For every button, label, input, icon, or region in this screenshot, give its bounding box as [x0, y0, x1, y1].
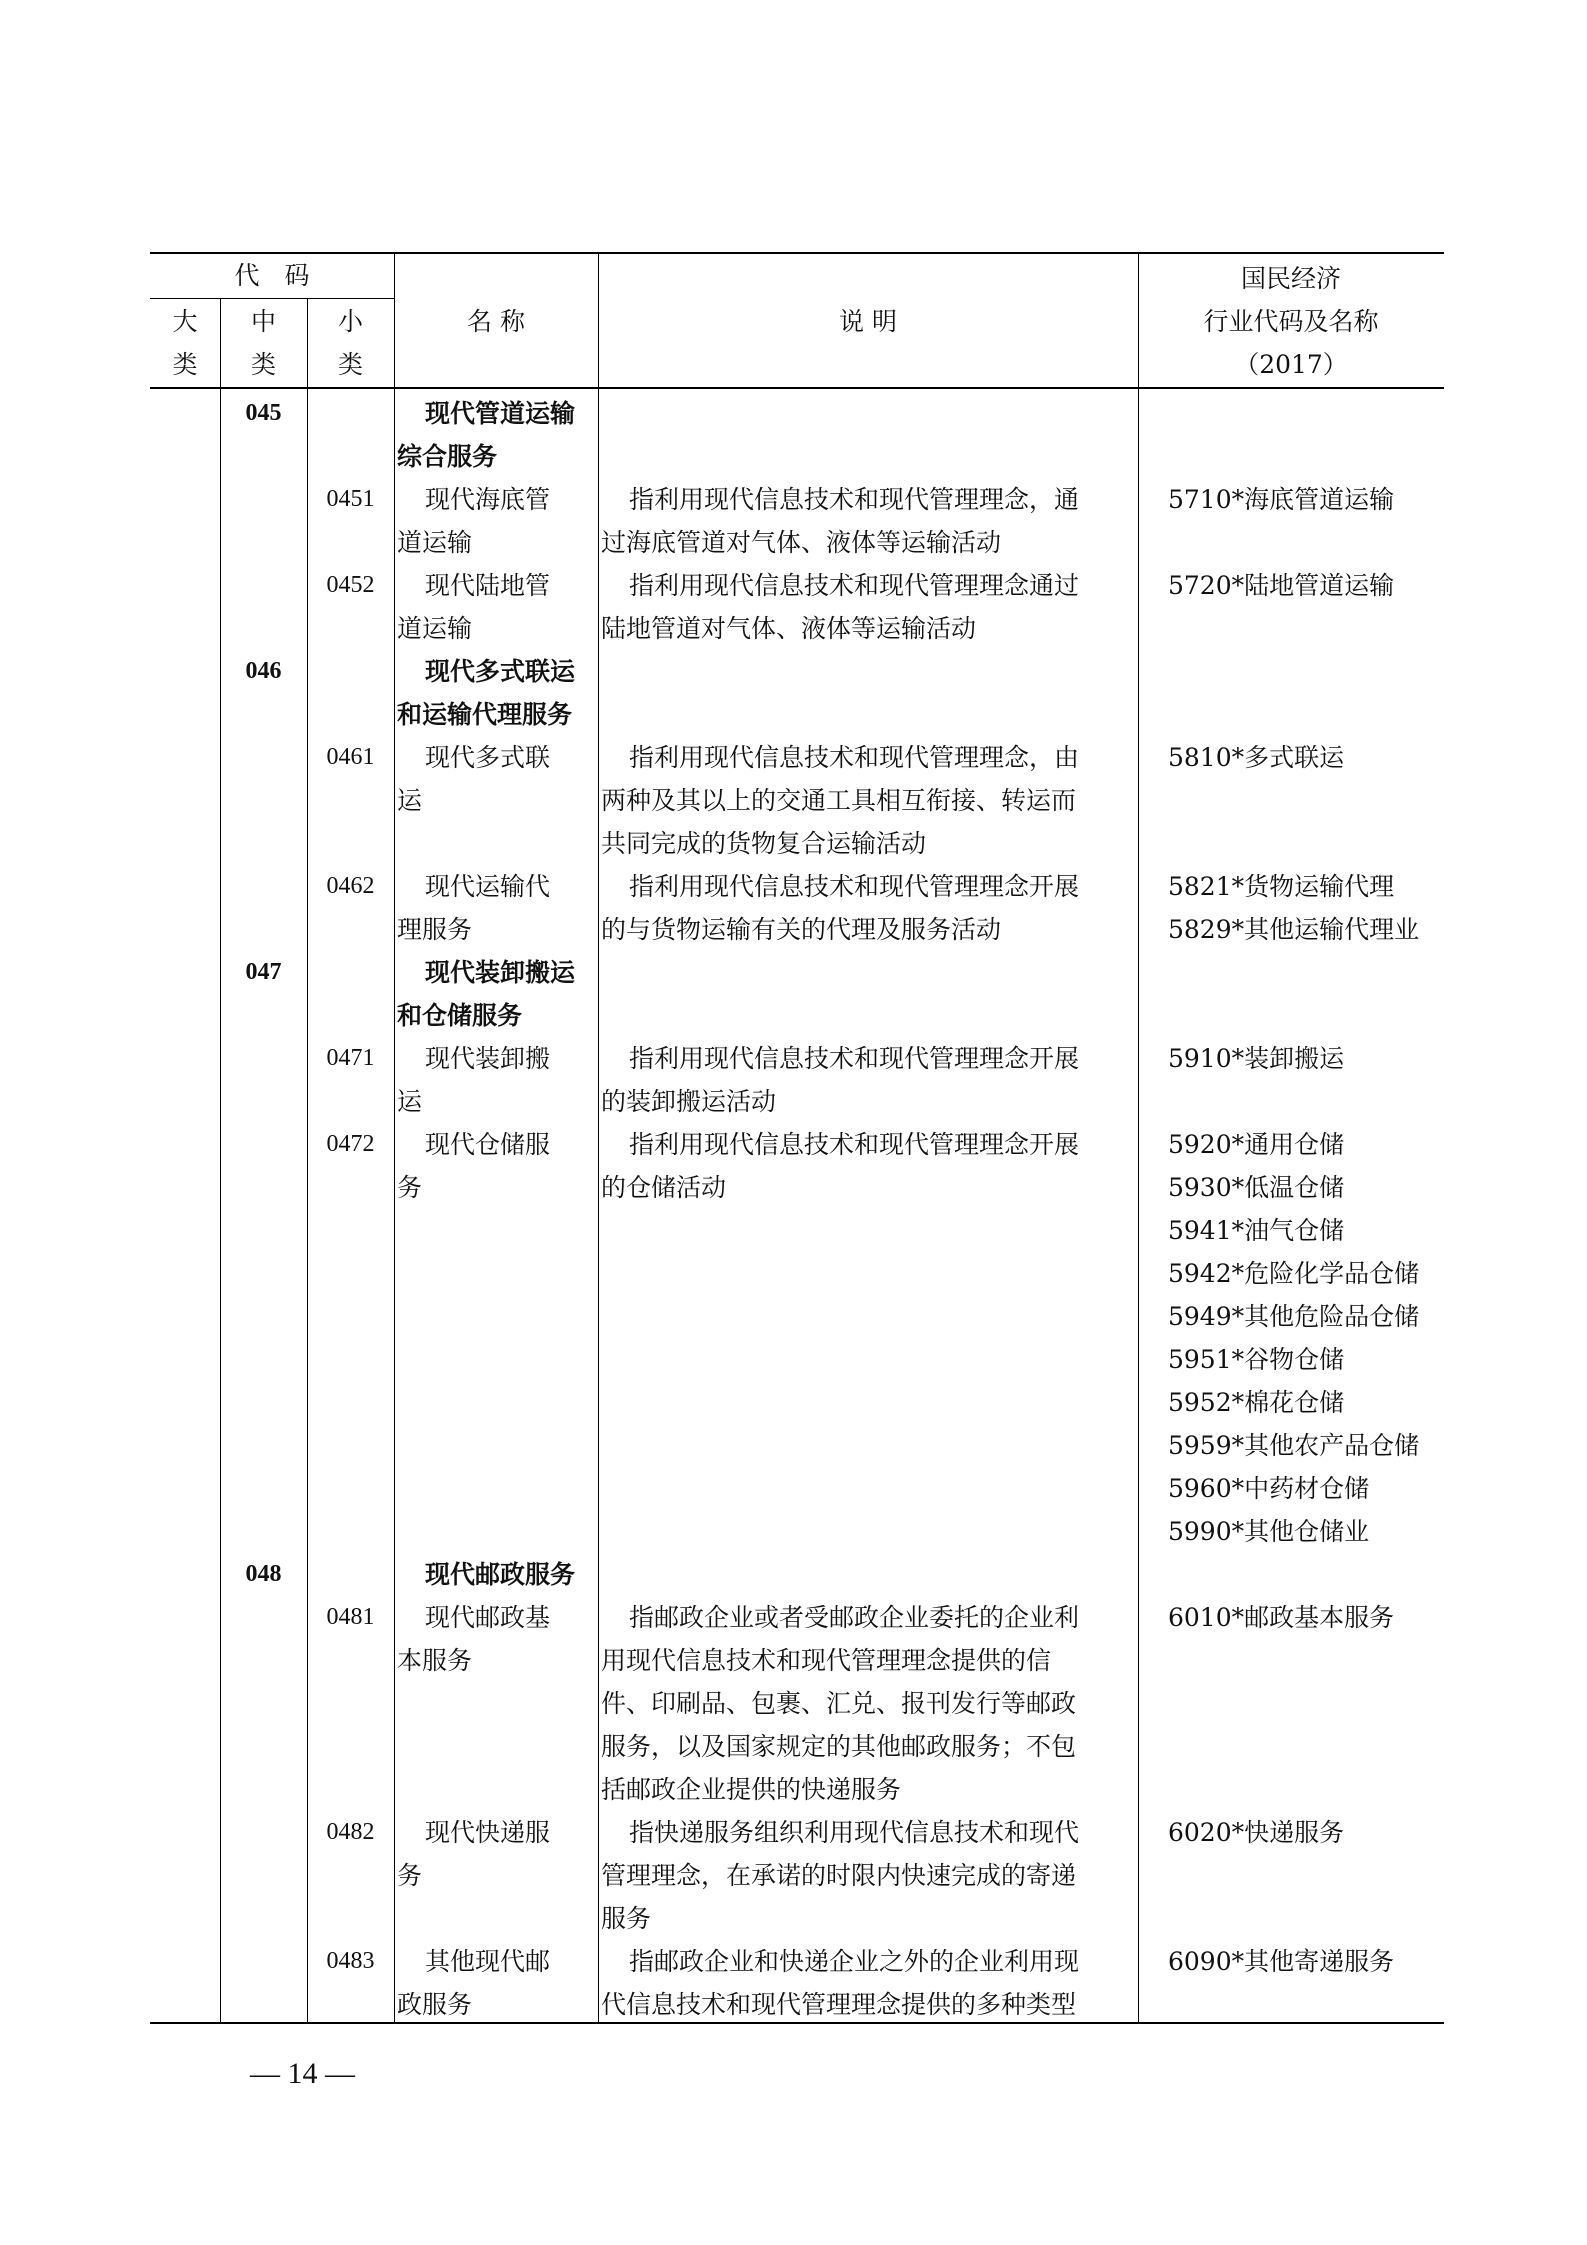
- minor-code: 0483: [326, 1948, 375, 1974]
- description-line: 的仓储活动: [601, 1173, 727, 1202]
- medium-code: 046: [245, 658, 282, 684]
- column-rule-major: [220, 298, 221, 2022]
- description-line: 指利用现代信息技术和现代管理理念开展: [629, 1130, 1080, 1159]
- medium-code: 048: [245, 1561, 282, 1587]
- national-code-name: 5920*通用仓储: [1168, 1130, 1345, 1159]
- header-nat-2: 行业代码及名称: [1203, 307, 1379, 336]
- national-code-name: 5942*危险化学品仓储: [1168, 1259, 1420, 1288]
- medium-code: 045: [245, 400, 282, 426]
- national-code-name: 5960*中药材仓储: [1168, 1474, 1370, 1503]
- header-code-group: 代 码: [234, 261, 310, 290]
- category-name: 综合服务: [397, 442, 498, 471]
- item-name: 政服务: [397, 1990, 473, 2019]
- description-line: 指利用现代信息技术和现代管理理念开展: [629, 872, 1080, 901]
- description-line: 两种及其以上的交通工具相互衔接、转运而: [601, 786, 1077, 815]
- description-line: 指快递服务组织利用现代信息技术和现代: [629, 1818, 1080, 1847]
- national-code-name: 5829*其他运输代理业: [1168, 915, 1420, 944]
- national-code-name: 6010*邮政基本服务: [1168, 1603, 1395, 1632]
- item-name: 现代仓储服: [425, 1130, 551, 1159]
- national-code-name: 5952*棉花仓储: [1168, 1388, 1345, 1417]
- page-number: — 14 —: [250, 2057, 355, 2090]
- header-minor-2: 类: [337, 350, 363, 379]
- description-line: 指利用现代信息技术和现代管理理念开展: [629, 1044, 1080, 1073]
- description-line: 的与货物运输有关的代理及服务活动: [601, 915, 1002, 944]
- item-name: 理服务: [397, 915, 473, 944]
- item-name: 其他现代邮: [425, 1947, 551, 1976]
- category-name: 现代装卸搬运: [425, 958, 576, 987]
- national-code-name: 5720*陆地管道运输: [1168, 571, 1395, 600]
- category-name: 和运输代理服务: [397, 700, 573, 729]
- national-code-name: 5941*油气仓储: [1168, 1216, 1345, 1245]
- header-name: 名 称: [467, 307, 525, 336]
- national-code-name: 6020*快递服务: [1168, 1818, 1345, 1847]
- column-rule-name: [598, 252, 599, 2022]
- description-line: 指邮政企业或者受邮政企业委托的企业利: [629, 1603, 1080, 1632]
- minor-code: 0461: [326, 744, 375, 770]
- minor-code: 0482: [326, 1819, 375, 1845]
- description-line: 服务: [601, 1904, 652, 1933]
- item-name: 现代装卸搬: [425, 1044, 551, 1073]
- item-name: 务: [397, 1861, 423, 1890]
- national-code-name: 5810*多式联运: [1168, 743, 1345, 772]
- column-rule-minor: [394, 252, 395, 2022]
- item-name: 现代运输代: [425, 872, 551, 901]
- header-major-2: 类: [172, 350, 198, 379]
- header-minor-1: 小: [337, 307, 363, 336]
- item-name: 本服务: [397, 1646, 473, 1675]
- description-line: 管理理念，在承诺的时限内快速完成的寄递: [601, 1861, 1077, 1890]
- national-code-name: 5949*其他危险品仓储: [1168, 1302, 1420, 1331]
- header-bottom-rule: [150, 387, 1444, 389]
- description-line: 件、印刷品、包裹、汇兑、报刊发行等邮政: [601, 1689, 1077, 1718]
- description-line: 指利用现代信息技术和现代管理理念，通: [629, 485, 1080, 514]
- national-code-name: 5951*谷物仓储: [1168, 1345, 1345, 1374]
- item-name: 运: [397, 1087, 423, 1116]
- item-name: 现代海底管: [425, 485, 551, 514]
- classification-table: [150, 252, 1444, 2024]
- description-line: 过海底管道对气体、液体等运输活动: [601, 528, 1002, 557]
- description-line: 指邮政企业和快递企业之外的企业利用现: [629, 1947, 1080, 1976]
- header-nat-3: （2017）: [1234, 350, 1348, 379]
- description-line: 共同完成的货物复合运输活动: [601, 829, 927, 858]
- national-code-name: 5959*其他农产品仓储: [1168, 1431, 1420, 1460]
- description-line: 括邮政企业提供的快递服务: [601, 1775, 902, 1804]
- description-line: 用现代信息技术和现代管理理念提供的信: [601, 1646, 1052, 1675]
- minor-code: 0452: [326, 572, 375, 598]
- description-line: 陆地管道对气体、液体等运输活动: [601, 614, 977, 643]
- header-medium-1: 中: [250, 307, 276, 336]
- description-line: 的装卸搬运活动: [601, 1087, 777, 1116]
- category-name: 现代多式联运: [425, 657, 576, 686]
- category-name: 现代邮政服务: [425, 1560, 576, 1589]
- item-name: 现代邮政基: [425, 1603, 551, 1632]
- description-line: 服务，以及国家规定的其他邮政服务；不包: [601, 1732, 1077, 1761]
- item-name: 现代快递服: [425, 1818, 551, 1847]
- header-major-1: 大: [172, 307, 198, 336]
- minor-code: 0471: [326, 1045, 375, 1071]
- column-rule-desc: [1138, 252, 1139, 2022]
- minor-code: 0472: [326, 1131, 375, 1157]
- item-name: 运: [397, 786, 423, 815]
- item-name: 务: [397, 1173, 423, 1202]
- item-name: 现代陆地管: [425, 571, 551, 600]
- national-code-name: 5710*海底管道运输: [1168, 485, 1395, 514]
- item-name: 道运输: [397, 614, 473, 643]
- minor-code: 0451: [326, 486, 375, 512]
- header-desc: 说 明: [839, 307, 897, 336]
- item-name: 现代多式联: [425, 743, 551, 772]
- description-line: 指利用现代信息技术和现代管理理念，由: [629, 743, 1080, 772]
- code-group-rule: [150, 298, 394, 299]
- category-name: 和仓储服务: [397, 1001, 523, 1030]
- description-line: 指利用现代信息技术和现代管理理念通过: [629, 571, 1080, 600]
- minor-code: 0462: [326, 873, 375, 899]
- national-code-name: 5990*其他仓储业: [1168, 1517, 1370, 1546]
- header-nat-1: 国民经济: [1240, 264, 1341, 293]
- national-code-name: 5910*装卸搬运: [1168, 1044, 1345, 1073]
- header-medium-2: 类: [250, 350, 276, 379]
- national-code-name: 5930*低温仓储: [1168, 1173, 1345, 1202]
- category-name: 现代管道运输: [425, 399, 576, 428]
- medium-code: 047: [245, 959, 282, 985]
- description-line: 代信息技术和现代管理理念提供的多种类型: [601, 1990, 1077, 2019]
- minor-code: 0481: [326, 1604, 375, 1630]
- national-code-name: 6090*其他寄递服务: [1168, 1947, 1395, 1976]
- national-code-name: 5821*货物运输代理: [1168, 872, 1395, 901]
- item-name: 道运输: [397, 528, 473, 557]
